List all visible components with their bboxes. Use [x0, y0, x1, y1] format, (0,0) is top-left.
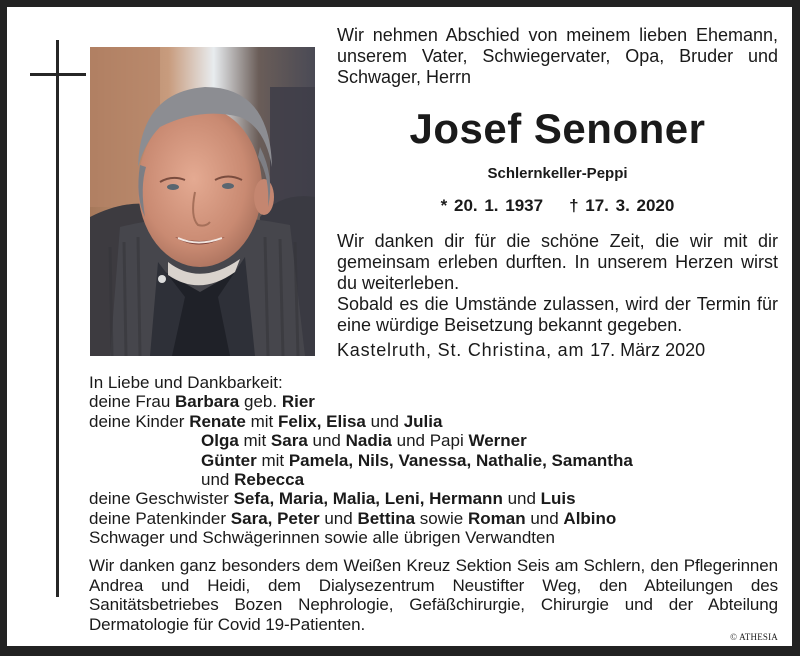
family-row [89, 528, 689, 547]
portrait-photo [90, 47, 315, 356]
family-text: deine Geschwister [89, 489, 234, 509]
family-name: Pamela, Nils, Vanessa, Nathalie, Samantha [288, 450, 633, 470]
family-name: Luis [540, 489, 576, 509]
family-text: deine Patenkinder [89, 508, 231, 528]
cross-icon-vertical [56, 40, 59, 597]
family-row [89, 451, 689, 470]
family-name: Albino [563, 508, 617, 528]
family-row [89, 431, 689, 450]
family-name: Günter [201, 450, 257, 470]
burial-notice-paragraph: Sobald es die Umstände zulassen, wird der Termin für eine würdige Beisetzung bekannt gegeben. [337, 294, 778, 335]
family-row [89, 392, 689, 411]
family-text: und [307, 431, 346, 451]
death-date: † 17. 3. 2020 [569, 196, 675, 215]
family-name: Julia [403, 411, 443, 431]
deceased-name: Josef Senoner [409, 105, 706, 152]
family-text: geb. [239, 392, 282, 412]
family-name: Werner [468, 431, 527, 451]
copyright-notice: © ATHESIA [730, 632, 778, 642]
closing-thanks: Wir danken ganz besonders dem Weißen Kreuz Sektion Seis am Schlern, den Pflegerinnen Andrea und Heidi, dem Dialysezentrum Neustifter Weg, den Abteilungen des Sanitätsbetriebes Bozen Nephrologie, Gefäßchirurgie, Chirurgie und der Abteilung Dermatologie für Covid 19-Patienten. [89, 556, 778, 634]
family-name: Sara [270, 431, 308, 451]
family-name: Rebecca [234, 470, 305, 490]
thanks-paragraph: Wir danken dir für die schöne Zeit, die wir mit dir gemeinsam erleben durften. In unserem Herzen wirst du weiterleben. [337, 231, 778, 293]
birth-date: * 20. 1. 1937 [440, 196, 544, 215]
intro-text: Wir nehmen Abschied von meinem lieben Ehemann, unserem Vater, Schwiegervater, Opa, Bruder und Schwager, Herrn [337, 25, 778, 87]
family-name: Olga [201, 431, 239, 451]
cross-icon-horizontal [30, 73, 86, 76]
portrait-image [90, 47, 315, 356]
family-text: und [365, 411, 404, 431]
place-location: Kastelruth, St. Christina, am [337, 340, 585, 360]
family-name: Barbara [175, 392, 240, 412]
family-text: mit [238, 431, 271, 451]
family-name: Sefa, Maria, Malia, Leni, Hermann [233, 489, 503, 509]
family-name: Rier [281, 392, 315, 412]
family-name: Felix, Elisa [277, 411, 366, 431]
family-name: Renate [189, 411, 246, 431]
family-list [89, 373, 689, 548]
family-name: Bettina [357, 508, 416, 528]
family-row [89, 412, 689, 431]
family-row [89, 489, 689, 508]
family-row [89, 509, 689, 528]
family-text: und Papi [391, 431, 469, 451]
family-name: Roman [467, 508, 526, 528]
family-row [89, 470, 689, 489]
family-text: und [319, 508, 358, 528]
deceased-nickname: Schlernkeller-Peppi [487, 165, 628, 182]
family-text: mit [245, 411, 278, 431]
place-and-date [337, 340, 778, 361]
family-text: und [201, 470, 235, 490]
thanks-text [337, 231, 778, 336]
family-text: deine Frau [89, 392, 175, 412]
family-name: Nadia [345, 431, 392, 451]
family-heading: In Liebe und Dankbarkeit: [89, 373, 283, 392]
family-text: mit [256, 450, 289, 470]
life-dates [337, 196, 778, 216]
family-text: deine Kinder [89, 411, 190, 431]
family-text: sowie [415, 508, 468, 528]
family-text: Schwager und Schwägerinnen sowie alle übrigen Verwandten [89, 528, 555, 548]
family-name: Sara, Peter [230, 508, 320, 528]
family-text: und [525, 508, 564, 528]
family-text: und [502, 489, 541, 509]
notice-date: 17. März 2020 [590, 340, 706, 360]
